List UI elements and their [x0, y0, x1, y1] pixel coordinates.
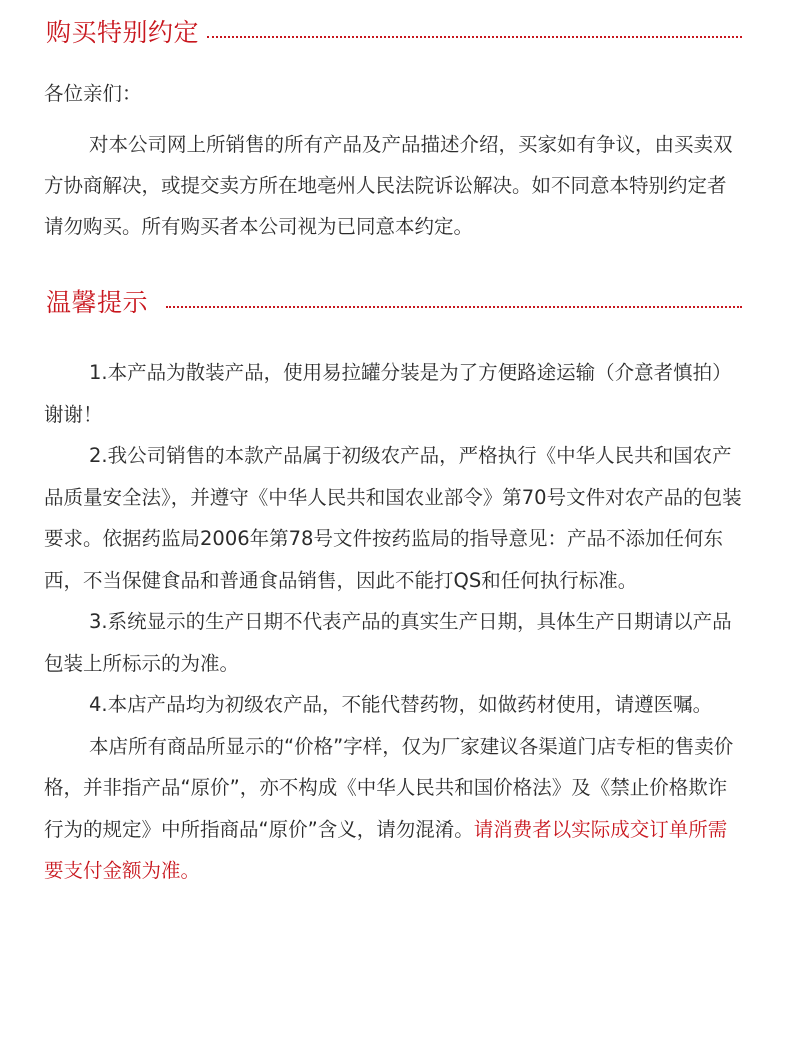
warm-tips-block	[44, 352, 744, 892]
purchase-agreement-title: 购买特别约定	[46, 18, 200, 47]
warm-tips-title: 温馨提示	[46, 288, 149, 317]
dotted-divider	[166, 306, 742, 308]
price-notice-text: 本店所有商品所显示的“价格”字样，仅为厂家建议各渠道门店专柜的售卖价格，并非指产品“原价”，亦不构成《中华人民共和国价格法》及《禁止价格欺诈行为的规定》中所指商品“原价”含义，请勿混淆。	[44, 734, 734, 841]
warm-tips-header	[46, 288, 742, 318]
dotted-divider	[207, 36, 742, 38]
greeting-text: 各位亲们：	[44, 82, 142, 105]
tip-item-3: 3.系统显示的生产日期不代表产品的真实生产日期，具体生产日期请以产品包装上所标示的为准。	[44, 610, 732, 675]
agreement-body-text: 对本公司网上所销售的所有产品及产品描述介绍，买家如有争议，由买卖双方协商解决，或提交卖方所在地亳州人民法院诉讼解决。如不同意本特别约定者请勿购买。所有购买者本公司视为已同意本约定。	[44, 133, 733, 238]
tip-item-2: 2.我公司销售的本款产品属于初级农产品，严格执行《中华人民共和国农产品质量安全法》，并遵守《中华人民共和国农业部令》第70号文件对农产品的包装要求。依据药监局2006年第78号文件按药监局的指导意见：产品不添加任何东西，不当保健食品和普通食品销售，因此不能打QS和任何执行标准。	[44, 444, 742, 592]
greeting-block	[44, 76, 744, 112]
price-notice	[44, 726, 744, 892]
purchase-agreement-header	[46, 18, 742, 48]
tip-item-1: 1.本产品为散装产品，使用易拉罐分装是为了方便路途运输（介意者慎拍）谢谢！	[44, 361, 732, 426]
agreement-body-block	[44, 124, 744, 247]
price-notice-highlight: 请消费者以实际成交订单所需要支付金额为准。	[44, 817, 728, 882]
tip-item-4: 4.本店产品均为初级农产品，不能代替药物，如做药材使用，请遵医嘱。	[89, 693, 713, 716]
